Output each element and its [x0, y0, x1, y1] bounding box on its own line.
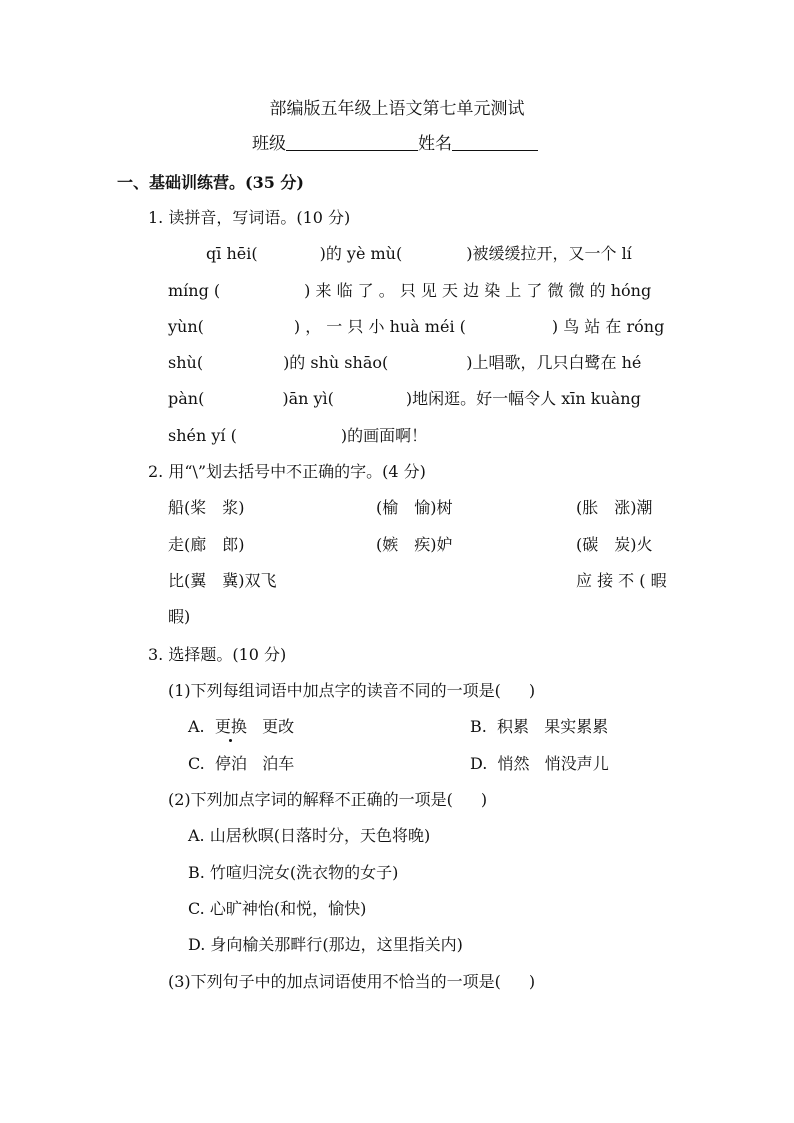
section-heading: 一、基础训练营。(35 分)	[117, 173, 304, 192]
q3-sub2-stem: (2)下列加点字词的解释不正确的一项是( )	[168, 790, 488, 809]
q2-item: (胀 涨)潮	[576, 498, 653, 517]
q2-item: 船(桨 浆)	[168, 498, 245, 517]
q3-sub1-option-c: C. 停泊 泊车	[188, 754, 295, 773]
q2-item: (榆 愉)树	[376, 498, 453, 517]
q1-line2: míng ( ) 来 临 了 。 只 见 天 边 染 上 了 微 微 的 hóng	[168, 281, 652, 300]
class-blank[interactable]	[286, 134, 418, 151]
q3-sub2-option-b: B. 竹喧归浣女(洗衣物的女子)	[188, 863, 399, 882]
q1-line6: shén yí ( )的画面啊！	[168, 426, 428, 445]
q2-item: (嫉 疾)妒	[376, 535, 453, 554]
page-title: 部编版五年级上语文第七单元测试	[269, 99, 525, 119]
q3-sub1-option-b: B. 积累 果实累累	[470, 717, 609, 736]
q2-item: 应 接 不 ( 暇	[576, 571, 667, 590]
class-label: 班级	[252, 134, 286, 154]
q1-line3: yùn( ) ， 一 只 小 huà méi ( ) 鸟 站 在 róng	[168, 317, 665, 336]
q1-heading: 1. 读拼音，写词语。(10 分)	[148, 208, 351, 227]
q3-sub2-option-a: A. 山居秋暝(日落时分，天色将晚)	[188, 826, 431, 845]
q2-item-wrap: 暇)	[168, 607, 191, 626]
q1-line5: pàn( )ān yì( )地闲逛。好一幅令人 xīn kuàng	[168, 389, 641, 408]
q1-line4: shù( )的 shù shāo( )上唱歌，几只白鹭在 hé	[168, 353, 642, 372]
q1-line1: qī hēi( )的 yè mù( )被缓缓拉开，又一个 lí	[206, 244, 632, 263]
q3-sub1-option-d: D. 悄然 悄没声儿	[470, 754, 609, 773]
q3-sub1-option-a: A. 更换 更改	[188, 717, 295, 736]
q3-heading: 3. 选择题。(10 分)	[148, 645, 287, 664]
name-blank[interactable]	[452, 134, 538, 151]
q2-item: (碳 炭)火	[576, 535, 653, 554]
q3-sub1-stem: (1)下列每组词语中加点字的读音不同的一项是( )	[168, 681, 536, 700]
q2-heading: 2. 用“\”划去括号中不正确的字。(4 分)	[148, 462, 426, 481]
q2-item: 走(廊 郎)	[168, 535, 245, 554]
q3-sub2-option-d: D. 身向榆关那畔行(那边，这里指关内)	[188, 935, 463, 954]
q2-item: 比(翼 冀)双飞	[168, 571, 277, 590]
name-label: 姓名	[418, 134, 452, 154]
q3-sub3-stem: (3)下列句子中的加点词语使用不恰当的一项是( )	[168, 972, 536, 991]
class-name-line	[252, 134, 538, 154]
q3-sub2-option-c: C. 心旷神怡(和悦，愉快)	[188, 899, 367, 918]
